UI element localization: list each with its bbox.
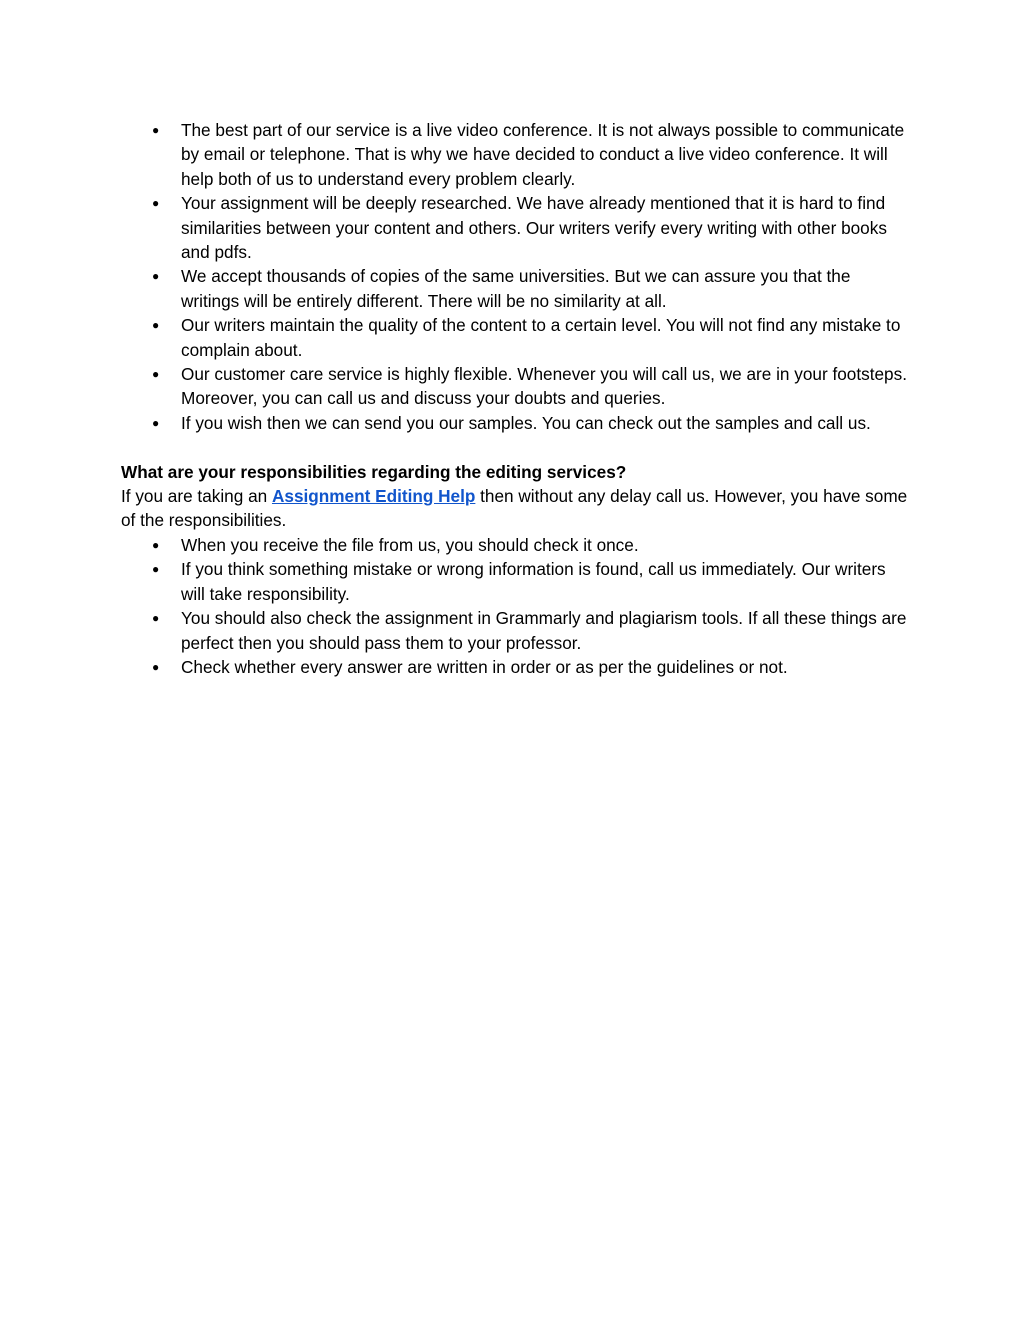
list-item — [121, 557, 911, 606]
list-item-text: Our writers maintain the quality of the content to a certain level. You will not find any mistake to complain about. — [181, 315, 901, 360]
list-item-text: Check whether every answer are written in order or as per the guidelines or not. — [181, 656, 788, 677]
intro-text-before-link: If you are taking an — [121, 486, 272, 507]
list-item-text: If you think something mistake or wrong information is found, call us immediately. Our writers will take responsibility. — [181, 559, 886, 604]
bullet-icon: ● — [152, 537, 160, 552]
list-item-text: If you wish then we can send you our samples. You can check out the samples and call us. — [181, 412, 871, 433]
bullet-icon: ● — [152, 367, 160, 382]
bullet-icon: ● — [152, 269, 160, 284]
list-item-text: When you receive the file from us, you should check it once. — [181, 534, 639, 555]
bullet-icon: ● — [152, 123, 160, 137]
paragraph-spacer — [121, 435, 911, 459]
list-item — [121, 313, 911, 362]
section-heading: What are your responsibilities regarding the editing services? — [121, 461, 627, 482]
bullet-list-responsibilities — [121, 533, 911, 679]
bullet-icon: ● — [152, 562, 160, 577]
bullet-icon: ● — [152, 659, 160, 674]
list-item — [121, 264, 911, 313]
list-item — [121, 655, 911, 679]
bullet-icon: ● — [152, 318, 160, 333]
list-item-text: The best part of our service is a live video conference. It is not always possible to communicate by email or telephone. That is why we have decided to conduct a live video conference. It will help both of us to understand every problem clearly. — [181, 120, 905, 189]
list-item — [121, 533, 911, 557]
list-item — [121, 411, 911, 435]
assignment-editing-help-link[interactable]: Assignment Editing Help — [271, 486, 476, 507]
list-item — [121, 606, 911, 655]
list-item — [121, 118, 911, 191]
list-item — [121, 362, 911, 411]
bullet-icon: ● — [152, 611, 160, 626]
bullet-icon: ● — [152, 196, 160, 211]
list-item — [121, 191, 911, 264]
list-item-text: We accept thousands of copies of the same universities. But we can assure you that the writings will be entirely different. There will be no similarity at all. — [181, 266, 851, 311]
bullet-icon: ● — [152, 415, 160, 430]
list-item-text: Our customer care service is highly flexible. Whenever you will call us, we are in your footsteps. Moreover, you can call us and discuss your doubts and queries. — [181, 364, 907, 409]
bullet-list-services — [121, 118, 911, 435]
list-item-text: You should also check the assignment in Grammarly and plagiarism tools. If all these things are perfect then you should pass them to your professor. — [181, 608, 907, 653]
section-intro — [121, 484, 911, 533]
intro-text-after-link: then without any delay call us. However, you have some of the responsibilities. — [121, 486, 908, 531]
list-item-text: Your assignment will be deeply researched. We have already mentioned that it is hard to find similarities between your content and others. Our writers verify every writing with other books and pdfs. — [181, 193, 887, 263]
document-body — [121, 118, 911, 679]
